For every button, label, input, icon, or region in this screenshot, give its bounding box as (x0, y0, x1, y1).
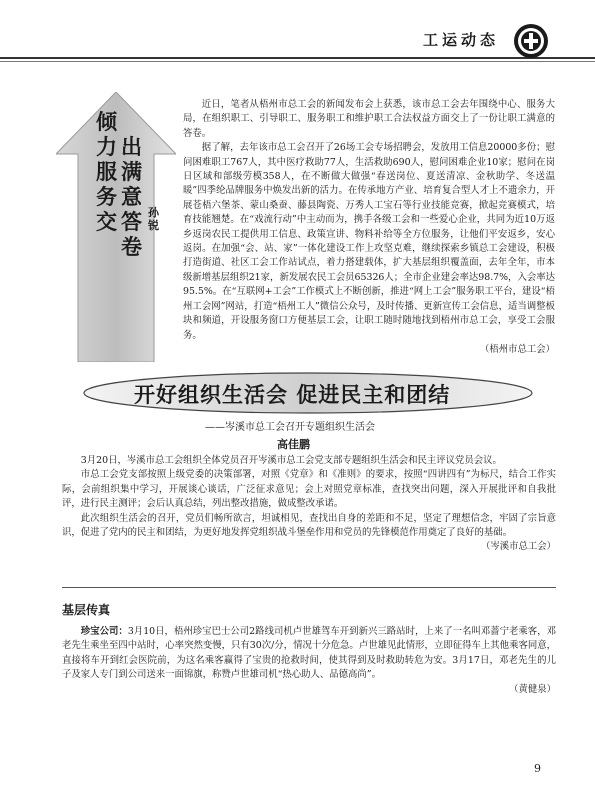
news-item (62, 625, 556, 697)
article-source: （梧州市总工会） (479, 343, 555, 355)
header-rule (0, 57, 595, 59)
section-divider (62, 587, 556, 588)
news-lead: 珍宝公司： (80, 626, 128, 637)
feature-title-col1: 倾力服务交 (96, 110, 117, 234)
feature-article (183, 98, 555, 357)
article-author: 高佳鹏 (277, 438, 310, 451)
page-number: 9 (534, 762, 541, 775)
article-title: 开好组织生活会 促进民主和团结 (134, 382, 451, 407)
news-source: （黄健泉） (509, 683, 556, 695)
trade-union-emblem-icon (512, 22, 550, 60)
article-body (62, 454, 556, 555)
feature-title-col2: 出满意答卷 (121, 135, 142, 259)
paragraph: 据了解，去年该市总工会召开了26场工会专场招聘会，发放用工信息20000多份；慰问困难职工767人，其中医疗救助77人，生活救助690人，慰问困难企业10家；慰问在岗日区域和部级劳模358人，在不断做大做强“春送岗位、夏送清凉、金秋助学、冬送温暖”四季纶品牌服务中焕发出新的活力。在传承地方产业、培育复合型人才上不遗余力，开展苍梧六堡茶、蒙山桑蚕、藤县陶瓷、万秀人工宝石等行业技能竞赛，掀起竞赛模式，培育技能翘楚。在“戏流行动”中主动而为，携手各级工会和一些爱心企业，共同为近10万返乡返岗农民工提供用工信息、政策宣讲、物料补给等全方位服务，让他们平安返乡，安心返岗。在加强“会、站、家”一体化建设工作上攻坚克难，继续探索乡镇总工会建设，积极打造街道、社区工会工作站试点，着力搭建载体，扩大基层组织覆盖面，去年全年，市本级新增基层组织21家，新发展农民工会员65326人；全市企业建会率达98.7%，入会率达95.5%。在“互联网+工会”工作模式上不断创新，推进“网上工会”服务职工平台，建设“梧州工会网”网站，打造“梧州工人”微信公众号，及时传播、更新宣传工会信息，适当调整板块和频道，开设服务窗口方便基层工会，让职工随时随地找到梧州市总工会，享受工会服务。 (183, 142, 555, 341)
section-title: 基层传真 (62, 603, 111, 617)
header-rule-thin (0, 61, 595, 62)
paragraph: 近日，笔者从梧州市总工会的新闻发布会上获悉，该市总工会去年围绕中心、服务大局，在组织职工、引导职工、服务职工和维护职工合法权益方面交上了一份让职工满意的答卷。 (183, 99, 555, 139)
paragraph: 市总工会党支部按照上级党委的决策部署，对照《党章》和《准则》的要求，按照“四讲四有”为标尺，结合工作实际，会前组织集中学习，开展谈心谈话，广泛征求意见；会上对照党章标准，查找突出问题，深入开展批评和自我批评，进行民主测评；会后认真总结，列出整改措施，做成整改承诺。 (62, 469, 556, 510)
feature-author: 孙锐 (148, 206, 159, 232)
news-body: 3月10日，梧州珍宝巴士公司2路线司机卢世雄驾车开到新兴三路站时，上来了一名叫邓蔷宁老乘客，邓老先生乘坐至四中站时，心率突然变慢，只有30次/分，情况十分危急。卢世雄见此情形，立即征得车上其他乘客同意，直接将车开到红会医院前，为这名乘客赢得了宝贵的抢救时间，使其得到及时救助转危为安。3月17日，邓老先生的儿子及家人专门到公司送来一面锦旗，称赞卢世雄司机“热心助人、品德高尚”。 (62, 626, 556, 681)
article-source: （岑溪市总工会） (480, 541, 556, 553)
section-header-title: 工运动态 (423, 31, 500, 49)
paragraph: 3月20日，岑溪市总工会组织全体党员召开岑溪市总工会党支部专题组织生活会和民主评议党员会议。 (80, 455, 502, 466)
article-subtitle: ——岑溪市总工会召开专题组织生活会 (205, 422, 375, 433)
paragraph: 此次组织生活会的召开，党员们畅所欲言，坦诚相见，查找出自身的差距和不足，坚定了理想信念，牢固了宗旨意识，促进了党内的民主和团结，为更好地发挥党组织战斗堡垒作用和党员的先锋模范作用奠定了良好的基础。 (62, 512, 556, 539)
